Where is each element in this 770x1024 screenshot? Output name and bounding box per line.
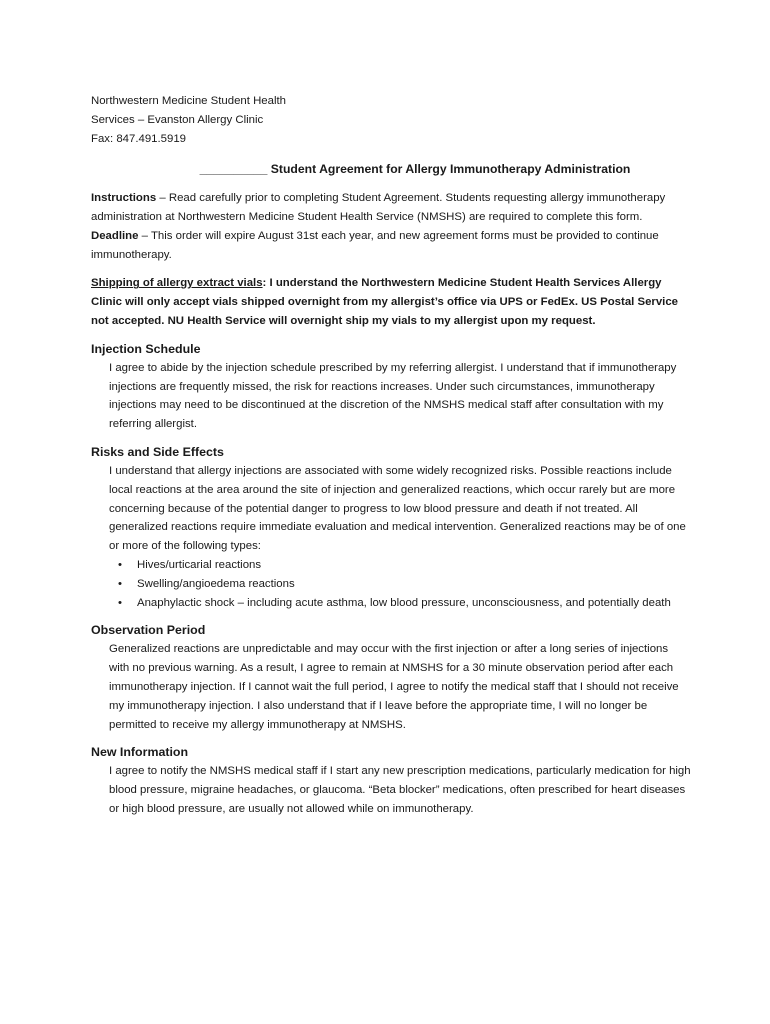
title-text: Student Agreement for Allergy Immunotherapy Administration [270,162,631,177]
new-information-heading: New Information [91,745,189,760]
list-item [118,556,691,575]
shipping-label: Shipping of allergy extract vials [91,277,263,290]
reaction-types-list [91,556,691,612]
list-item-text: Anaphylactic shock – including acute asthma, low blood pressure, unconsciousness, and potentially death [137,596,671,609]
bullet-icon: • [118,558,122,571]
list-item-text: Swelling/angioedema reactions [137,577,295,590]
list-item-text: Hives/urticarial reactions [137,558,262,571]
injection-schedule-heading: Injection Schedule [91,341,201,356]
shipping-text: : I understand the Northwestern Medicine Student Health Services Allergy Clinic will only accept vials shipped overnight from my allergist’s office via UPS or FedEx. US Postal Service not accepted. NU Health Service will overnight ship my vials to my allergist upon my request. [91,277,679,327]
bullet-icon: • [118,577,122,590]
fax-number: Fax: 847.491.5919 [91,132,186,145]
deadline-text: – This order will expire August 31st each year, and new agreement forms must be provided to continue immunotherapy. [91,229,659,261]
clinic-name-line-2: Services – Evanston Allergy Clinic [91,113,264,126]
title-blank-line: __________ [199,162,268,177]
list-item [118,594,691,613]
list-item [118,575,691,594]
injection-schedule-body: I agree to abide by the injection schedule prescribed by my referring allergist. I understand that if immunotherapy injections are frequently missed, the risk for reactions increases. Under such circumstances, immunotherapy injections may need to be discontinued at the discretion of the NMSHS medical staff after consultation with my referring allergist. [109,361,677,431]
deadline-label: Deadline [91,229,139,242]
clinic-header [91,92,691,148]
bullet-icon: • [118,596,122,609]
clinic-name-line-1: Northwestern Medicine Student Health [91,95,287,107]
observation-period-body: Generalized reactions are unpredictable and may occur with the first injection or after a long series of injections with no previous warning. As a result, I agree to remain at NMSHS for a 30 minute observation period after each immunotherapy injection. If I cannot wait the full period, I agree to notify the medical staff that I should not receive my immunotherapy injection. I also understand that if I leave before the appropriate time, I will no longer be permitted to receive my allergy immunotherapy at NMSHS. [109,643,679,731]
risks-body: I understand that allergy injections are associated with some widely recognized risks. Possible reactions include local reactions at the area around the site of injection and generalized reactions, which occur rarely but are more concerning because of the potential danger to progress to low blood pressure and death if not treated. All generalized reactions require immediate evaluation and medical intervention. Generalized reactions may be of one or more of the following types: [109,464,686,553]
deadline-paragraph [91,227,691,265]
instructions-text: – Read carefully prior to completing Student Agreement. Students requesting allergy immunotherapy administration at Northwestern Medicine Student Health Service (NMSHS) are required to complete this form. [91,192,666,223]
risks-heading: Risks and Side Effects [91,444,224,459]
document-page [91,92,691,819]
instructions-label: Instructions [91,192,157,205]
new-information-body: I agree to notify the NMSHS medical staff if I start any new prescription medications, particularly medication for high blood pressure, migraine headaches, or glaucoma. “Beta blocker” medications, often prescribed for heart diseases or high blood pressure, are usually not allowed while on immunotherapy. [109,765,691,815]
form-title [91,160,691,179]
shipping-paragraph [91,274,691,330]
instructions-paragraph [91,189,691,227]
observation-period-heading: Observation Period [91,623,206,638]
